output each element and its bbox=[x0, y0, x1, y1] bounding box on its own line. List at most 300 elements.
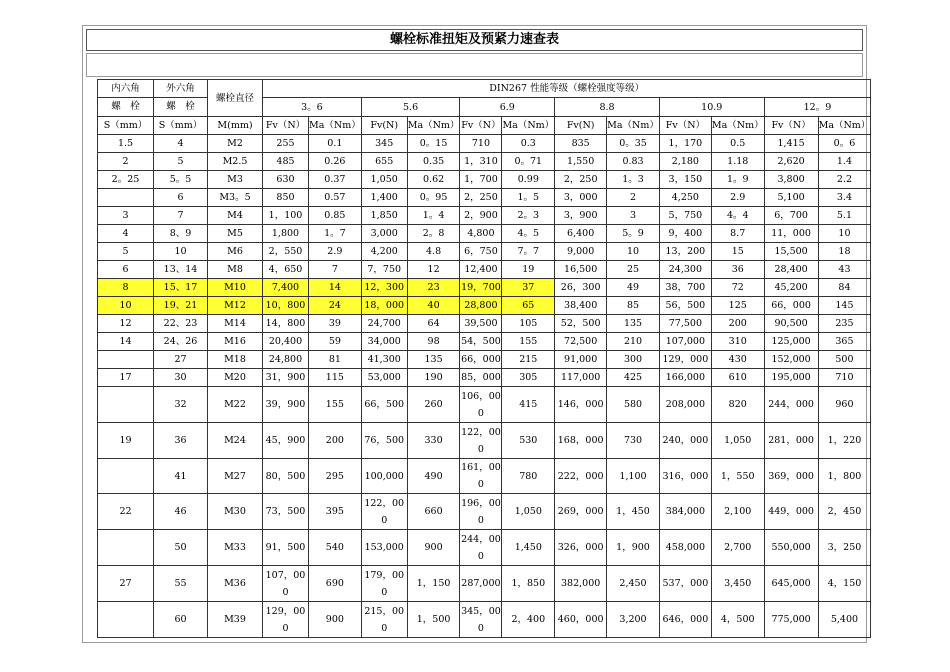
cell-fv-10-9: 646，000 bbox=[659, 602, 711, 638]
cell-fv-6-9: 122，000 bbox=[460, 423, 502, 459]
cell-ma-8-8: 49 bbox=[607, 279, 660, 297]
bolt-torque-table bbox=[97, 79, 871, 638]
cell-inner-hex-s bbox=[98, 351, 154, 369]
cell-ma-8-8: 580 bbox=[607, 387, 660, 423]
cell-ma-12-9: 3，250 bbox=[818, 530, 871, 566]
header-inner-hex-line2: 螺 栓 bbox=[98, 98, 154, 117]
cell-bolt-diameter: M30 bbox=[208, 494, 263, 530]
subheader-fv: Fv(N) bbox=[555, 117, 607, 135]
cell-fv-3-6: 31，900 bbox=[263, 369, 309, 387]
cell-bolt-diameter: M27 bbox=[208, 459, 263, 494]
cell-outer-hex-s: 50 bbox=[154, 530, 208, 566]
cell-ma-10-9: 4。4 bbox=[711, 207, 764, 225]
cell-bolt-diameter: M14 bbox=[208, 315, 263, 333]
cell-fv-3-6: 80，500 bbox=[263, 459, 309, 494]
cell-fv-3-6: 45，900 bbox=[263, 423, 309, 459]
cell-ma-8-8: 1，450 bbox=[607, 494, 660, 530]
table-row bbox=[98, 459, 871, 494]
cell-fv-10-9: 2,180 bbox=[659, 153, 711, 171]
cell-ma-8-8: 85 bbox=[607, 297, 660, 315]
table-row bbox=[98, 207, 871, 225]
cell-ma-5-6: 12 bbox=[407, 261, 460, 279]
table-row bbox=[98, 261, 871, 279]
cell-ma-3-6: 155 bbox=[309, 387, 362, 423]
cell-ma-8-8: 3 bbox=[607, 207, 660, 225]
cell-ma-12-9: 365 bbox=[818, 333, 871, 351]
table-row bbox=[98, 153, 871, 171]
cell-ma-5-6: 40 bbox=[407, 297, 460, 315]
cell-outer-hex-s: 4 bbox=[154, 135, 208, 153]
cell-ma-12-9: 960 bbox=[818, 387, 871, 423]
table-row bbox=[98, 494, 871, 530]
subheader-ma: Ma（Nm） bbox=[407, 117, 460, 135]
cell-ma-10-9: 2,100 bbox=[711, 494, 764, 530]
cell-ma-6-9: 215 bbox=[502, 351, 555, 369]
cell-ma-12-9: 500 bbox=[818, 351, 871, 369]
cell-fv-12-9: 28,400 bbox=[764, 261, 818, 279]
cell-ma-10-9: 4，500 bbox=[711, 602, 764, 638]
cell-ma-6-9: 530 bbox=[502, 423, 555, 459]
cell-inner-hex-s bbox=[98, 459, 154, 494]
cell-fv-3-6: 630 bbox=[263, 171, 309, 189]
cell-inner-hex-s: 17 bbox=[98, 369, 154, 387]
cell-ma-6-9: 305 bbox=[502, 369, 555, 387]
subheader-ma: Ma（Nm） bbox=[711, 117, 764, 135]
cell-fv-12-9: 195,000 bbox=[764, 369, 818, 387]
cell-ma-12-9: 4，150 bbox=[818, 566, 871, 602]
cell-ma-8-8: 2 bbox=[607, 189, 660, 207]
cell-ma-3-6: 115 bbox=[309, 369, 362, 387]
cell-fv-6-9: 287,000 bbox=[460, 566, 502, 602]
cell-fv-10-9: 129，000 bbox=[659, 351, 711, 369]
cell-ma-3-6: 0.85 bbox=[309, 207, 362, 225]
cell-fv-3-6: 73，500 bbox=[263, 494, 309, 530]
grade-header: 5.6 bbox=[361, 98, 460, 117]
cell-ma-8-8: 10 bbox=[607, 243, 660, 261]
cell-outer-hex-s: 27 bbox=[154, 351, 208, 369]
cell-fv-6-9: 85，000 bbox=[460, 369, 502, 387]
cell-outer-hex-s: 13、14 bbox=[154, 261, 208, 279]
cell-fv-5-6: 179，000 bbox=[361, 566, 407, 602]
cell-ma-3-6: 395 bbox=[309, 494, 362, 530]
cell-fv-6-9: 1，700 bbox=[460, 171, 502, 189]
cell-fv-10-9: 24,300 bbox=[659, 261, 711, 279]
cell-fv-12-9: 3,800 bbox=[764, 171, 818, 189]
cell-fv-6-9: 4,800 bbox=[460, 225, 502, 243]
cell-fv-6-9: 2，900 bbox=[460, 207, 502, 225]
cell-ma-6-9: 1，850 bbox=[502, 566, 555, 602]
cell-fv-5-6: 153,000 bbox=[361, 530, 407, 566]
cell-inner-hex-s: 10 bbox=[98, 297, 154, 315]
subheader-ma: Ma（Nm） bbox=[502, 117, 555, 135]
header-outer-hex-unit: S（mm） bbox=[154, 117, 208, 135]
cell-fv-10-9: 77,500 bbox=[659, 315, 711, 333]
cell-fv-3-6: 129，000 bbox=[263, 602, 309, 638]
cell-fv-5-6: 100,000 bbox=[361, 459, 407, 494]
cell-ma-10-9: 1，550 bbox=[711, 459, 764, 494]
cell-outer-hex-s: 36 bbox=[154, 423, 208, 459]
cell-ma-10-9: 1。9 bbox=[711, 171, 764, 189]
cell-ma-6-9: 1,450 bbox=[502, 530, 555, 566]
cell-fv-8-8: 91,000 bbox=[555, 351, 607, 369]
cell-ma-3-6: 0.57 bbox=[309, 189, 362, 207]
cell-bolt-diameter: M3 bbox=[208, 171, 263, 189]
cell-inner-hex-s: 2。25 bbox=[98, 171, 154, 189]
cell-ma-8-8: 425 bbox=[607, 369, 660, 387]
cell-ma-6-9: 37 bbox=[502, 279, 555, 297]
cell-ma-10-9: 1.18 bbox=[711, 153, 764, 171]
cell-ma-10-9: 15 bbox=[711, 243, 764, 261]
cell-ma-10-9: 820 bbox=[711, 387, 764, 423]
cell-inner-hex-s: 6 bbox=[98, 261, 154, 279]
cell-outer-hex-s: 19、21 bbox=[154, 297, 208, 315]
cell-fv-5-6: 76，500 bbox=[361, 423, 407, 459]
grade-header: 8.8 bbox=[555, 98, 660, 117]
cell-fv-5-6: 1,400 bbox=[361, 189, 407, 207]
cell-fv-6-9: 1，310 bbox=[460, 153, 502, 171]
cell-inner-hex-s: 22 bbox=[98, 494, 154, 530]
cell-fv-5-6: 53,000 bbox=[361, 369, 407, 387]
cell-ma-10-9: 610 bbox=[711, 369, 764, 387]
cell-fv-12-9: 45,200 bbox=[764, 279, 818, 297]
cell-outer-hex-s: 22、23 bbox=[154, 315, 208, 333]
cell-ma-3-6: 0.37 bbox=[309, 171, 362, 189]
cell-ma-10-9: 8.7 bbox=[711, 225, 764, 243]
cell-ma-6-9: 1。5 bbox=[502, 189, 555, 207]
table-row bbox=[98, 243, 871, 261]
cell-ma-10-9: 72 bbox=[711, 279, 764, 297]
cell-outer-hex-s: 60 bbox=[154, 602, 208, 638]
cell-ma-5-6: 260 bbox=[407, 387, 460, 423]
cell-ma-5-6: 660 bbox=[407, 494, 460, 530]
cell-fv-12-9: 90,500 bbox=[764, 315, 818, 333]
cell-ma-10-9: 1,050 bbox=[711, 423, 764, 459]
cell-bolt-diameter: M6 bbox=[208, 243, 263, 261]
cell-fv-10-9: 458,000 bbox=[659, 530, 711, 566]
cell-inner-hex-s: 2 bbox=[98, 153, 154, 171]
header-diameter-unit: M(mm) bbox=[208, 117, 263, 135]
cell-fv-8-8: 269，000 bbox=[555, 494, 607, 530]
cell-fv-12-9: 152,000 bbox=[764, 351, 818, 369]
cell-fv-10-9: 166,000 bbox=[659, 369, 711, 387]
table-row bbox=[98, 566, 871, 602]
cell-fv-3-6: 7,400 bbox=[263, 279, 309, 297]
subheader-fv: Fv（N） bbox=[659, 117, 711, 135]
cell-fv-10-9: 38，700 bbox=[659, 279, 711, 297]
cell-fv-6-9: 28,800 bbox=[460, 297, 502, 315]
cell-ma-10-9: 125 bbox=[711, 297, 764, 315]
table-row bbox=[98, 279, 871, 297]
cell-fv-6-9: 106，000 bbox=[460, 387, 502, 423]
cell-ma-5-6: 2。8 bbox=[407, 225, 460, 243]
cell-fv-8-8: 9,000 bbox=[555, 243, 607, 261]
cell-ma-3-6: 295 bbox=[309, 459, 362, 494]
cell-ma-12-9: 235 bbox=[818, 315, 871, 333]
table-row bbox=[98, 333, 871, 351]
cell-fv-12-9: 2,620 bbox=[764, 153, 818, 171]
cell-ma-12-9: 0。6 bbox=[818, 135, 871, 153]
cell-fv-12-9: 449，000 bbox=[764, 494, 818, 530]
cell-inner-hex-s: 14 bbox=[98, 333, 154, 351]
cell-ma-8-8: 0。35 bbox=[607, 135, 660, 153]
cell-ma-5-6: 64 bbox=[407, 315, 460, 333]
cell-bolt-diameter: M33 bbox=[208, 530, 263, 566]
cell-ma-8-8: 1。3 bbox=[607, 171, 660, 189]
cell-fv-8-8: 382,000 bbox=[555, 566, 607, 602]
cell-outer-hex-s: 41 bbox=[154, 459, 208, 494]
table-row bbox=[98, 351, 871, 369]
cell-fv-8-8: 3，000 bbox=[555, 189, 607, 207]
cell-ma-10-9: 2.9 bbox=[711, 189, 764, 207]
cell-ma-3-6: 59 bbox=[309, 333, 362, 351]
grade-header: 6.9 bbox=[460, 98, 555, 117]
cell-fv-6-9: 244，000 bbox=[460, 530, 502, 566]
cell-ma-8-8: 25 bbox=[607, 261, 660, 279]
cell-outer-hex-s: 7 bbox=[154, 207, 208, 225]
cell-fv-5-6: 215，000 bbox=[361, 602, 407, 638]
header-row-3 bbox=[98, 117, 871, 135]
cell-fv-3-6: 10，800 bbox=[263, 297, 309, 315]
cell-inner-hex-s: 8 bbox=[98, 279, 154, 297]
cell-ma-3-6: 690 bbox=[309, 566, 362, 602]
cell-fv-8-8: 38,400 bbox=[555, 297, 607, 315]
cell-fv-3-6: 24,800 bbox=[263, 351, 309, 369]
cell-ma-6-9: 0。71 bbox=[502, 153, 555, 171]
cell-fv-6-9: 39,500 bbox=[460, 315, 502, 333]
subheader-fv: Fv（N） bbox=[764, 117, 818, 135]
cell-fv-8-8: 2，250 bbox=[555, 171, 607, 189]
cell-fv-12-9: 15,500 bbox=[764, 243, 818, 261]
cell-bolt-diameter: M5 bbox=[208, 225, 263, 243]
header-row-1 bbox=[98, 80, 871, 98]
header-bolt-diameter: 螺栓直径 bbox=[208, 80, 263, 117]
cell-fv-5-6: 34,000 bbox=[361, 333, 407, 351]
cell-fv-8-8: 326，000 bbox=[555, 530, 607, 566]
cell-ma-12-9: 84 bbox=[818, 279, 871, 297]
cell-ma-3-6: 81 bbox=[309, 351, 362, 369]
cell-ma-5-6: 0.62 bbox=[407, 171, 460, 189]
subheader-fv: Fv（N） bbox=[460, 117, 502, 135]
cell-ma-5-6: 98 bbox=[407, 333, 460, 351]
cell-fv-12-9: 775,000 bbox=[764, 602, 818, 638]
cell-fv-10-9: 384,000 bbox=[659, 494, 711, 530]
table-row bbox=[98, 171, 871, 189]
cell-ma-12-9: 5,400 bbox=[818, 602, 871, 638]
cell-ma-3-6: 24 bbox=[309, 297, 362, 315]
cell-inner-hex-s: 1.5 bbox=[98, 135, 154, 153]
cell-fv-5-6: 345 bbox=[361, 135, 407, 153]
cell-fv-10-9: 5，750 bbox=[659, 207, 711, 225]
cell-fv-8-8: 6,400 bbox=[555, 225, 607, 243]
cell-ma-6-9: 2，400 bbox=[502, 602, 555, 638]
cell-ma-10-9: 36 bbox=[711, 261, 764, 279]
cell-ma-5-6: 190 bbox=[407, 369, 460, 387]
cell-outer-hex-s: 5。5 bbox=[154, 171, 208, 189]
cell-bolt-diameter: M20 bbox=[208, 369, 263, 387]
cell-fv-12-9: 369，000 bbox=[764, 459, 818, 494]
cell-outer-hex-s: 55 bbox=[154, 566, 208, 602]
cell-ma-10-9: 2,700 bbox=[711, 530, 764, 566]
cell-fv-3-6: 20,400 bbox=[263, 333, 309, 351]
cell-fv-5-6: 1,850 bbox=[361, 207, 407, 225]
cell-ma-10-9: 0.5 bbox=[711, 135, 764, 153]
cell-fv-5-6: 4,200 bbox=[361, 243, 407, 261]
cell-bolt-diameter: M36 bbox=[208, 566, 263, 602]
cell-ma-5-6: 1。4 bbox=[407, 207, 460, 225]
cell-fv-6-9: 19，700 bbox=[460, 279, 502, 297]
cell-outer-hex-s: 15、17 bbox=[154, 279, 208, 297]
cell-fv-3-6: 91，500 bbox=[263, 530, 309, 566]
cell-ma-8-8: 0.83 bbox=[607, 153, 660, 171]
table-row bbox=[98, 387, 871, 423]
cell-inner-hex-s: 4 bbox=[98, 225, 154, 243]
cell-ma-12-9: 1，800 bbox=[818, 459, 871, 494]
cell-ma-12-9: 43 bbox=[818, 261, 871, 279]
cell-outer-hex-s: 6 bbox=[154, 189, 208, 207]
cell-ma-6-9: 2。3 bbox=[502, 207, 555, 225]
cell-fv-3-6: 1，100 bbox=[263, 207, 309, 225]
cell-outer-hex-s: 5 bbox=[154, 153, 208, 171]
cell-ma-3-6: 2.9 bbox=[309, 243, 362, 261]
cell-fv-5-6: 24,700 bbox=[361, 315, 407, 333]
cell-inner-hex-s: 12 bbox=[98, 315, 154, 333]
cell-ma-8-8: 1,100 bbox=[607, 459, 660, 494]
cell-ma-6-9: 105 bbox=[502, 315, 555, 333]
cell-fv-10-9: 1，170 bbox=[659, 135, 711, 153]
cell-ma-3-6: 540 bbox=[309, 530, 362, 566]
cell-fv-8-8: 16,500 bbox=[555, 261, 607, 279]
cell-ma-8-8: 210 bbox=[607, 333, 660, 351]
table-container bbox=[97, 79, 871, 638]
cell-bolt-diameter: M10 bbox=[208, 279, 263, 297]
cell-ma-5-6: 0。15 bbox=[407, 135, 460, 153]
cell-ma-8-8: 5。9 bbox=[607, 225, 660, 243]
cell-fv-8-8: 168，000 bbox=[555, 423, 607, 459]
cell-fv-3-6: 1,800 bbox=[263, 225, 309, 243]
grade-header: 12。9 bbox=[764, 98, 871, 117]
cell-fv-3-6: 39，900 bbox=[263, 387, 309, 423]
cell-fv-10-9: 13，200 bbox=[659, 243, 711, 261]
table-row bbox=[98, 602, 871, 638]
subheader-ma: Ma（Nm） bbox=[818, 117, 871, 135]
cell-fv-8-8: 222，000 bbox=[555, 459, 607, 494]
cell-fv-10-9: 208,000 bbox=[659, 387, 711, 423]
grade-header: 3。6 bbox=[263, 98, 362, 117]
cell-fv-3-6: 850 bbox=[263, 189, 309, 207]
cell-ma-3-6: 900 bbox=[309, 602, 362, 638]
table-row bbox=[98, 369, 871, 387]
cell-ma-5-6: 0。95 bbox=[407, 189, 460, 207]
cell-fv-6-9: 196，000 bbox=[460, 494, 502, 530]
grade-header: 10.9 bbox=[659, 98, 764, 117]
cell-outer-hex-s: 32 bbox=[154, 387, 208, 423]
cell-fv-12-9: 66，000 bbox=[764, 297, 818, 315]
cell-bolt-diameter: M2.5 bbox=[208, 153, 263, 171]
cell-fv-6-9: 710 bbox=[460, 135, 502, 153]
table-row bbox=[98, 297, 871, 315]
cell-fv-6-9: 6，750 bbox=[460, 243, 502, 261]
cell-fv-12-9: 645,000 bbox=[764, 566, 818, 602]
cell-ma-12-9: 2.2 bbox=[818, 171, 871, 189]
header-inner-hex-unit: S（mm） bbox=[98, 117, 154, 135]
header-outer-hex-line2: 螺 栓 bbox=[154, 98, 208, 117]
cell-fv-10-9: 316，000 bbox=[659, 459, 711, 494]
cell-ma-3-6: 7 bbox=[309, 261, 362, 279]
cell-ma-6-9: 19 bbox=[502, 261, 555, 279]
cell-ma-6-9: 415 bbox=[502, 387, 555, 423]
cell-fv-5-6: 1,050 bbox=[361, 171, 407, 189]
cell-ma-8-8: 135 bbox=[607, 315, 660, 333]
cell-inner-hex-s: 19 bbox=[98, 423, 154, 459]
cell-fv-5-6: 66，500 bbox=[361, 387, 407, 423]
cell-inner-hex-s: 3 bbox=[98, 207, 154, 225]
cell-fv-5-6: 655 bbox=[361, 153, 407, 171]
cell-inner-hex-s bbox=[98, 530, 154, 566]
cell-ma-12-9: 710 bbox=[818, 369, 871, 387]
cell-fv-8-8: 3，900 bbox=[555, 207, 607, 225]
cell-ma-5-6: 135 bbox=[407, 351, 460, 369]
cell-ma-5-6: 23 bbox=[407, 279, 460, 297]
cell-fv-6-9: 66，000 bbox=[460, 351, 502, 369]
cell-ma-12-9: 145 bbox=[818, 297, 871, 315]
header-grade-group: DIN267 性能等级（螺栓强度等级） bbox=[263, 80, 871, 98]
cell-fv-3-6: 485 bbox=[263, 153, 309, 171]
cell-fv-10-9: 56，500 bbox=[659, 297, 711, 315]
cell-fv-6-9: 54，500 bbox=[460, 333, 502, 351]
table-row bbox=[98, 423, 871, 459]
cell-ma-12-9: 10 bbox=[818, 225, 871, 243]
cell-outer-hex-s: 30 bbox=[154, 369, 208, 387]
cell-ma-5-6: 490 bbox=[407, 459, 460, 494]
cell-fv-8-8: 52，500 bbox=[555, 315, 607, 333]
cell-ma-5-6: 1，500 bbox=[407, 602, 460, 638]
table-row bbox=[98, 189, 871, 207]
cell-fv-6-9: 345，000 bbox=[460, 602, 502, 638]
cell-ma-10-9: 200 bbox=[711, 315, 764, 333]
cell-fv-5-6: 12，300 bbox=[361, 279, 407, 297]
cell-outer-hex-s: 8、9 bbox=[154, 225, 208, 243]
cell-fv-12-9: 550,000 bbox=[764, 530, 818, 566]
cell-fv-12-9: 125,000 bbox=[764, 333, 818, 351]
cell-fv-12-9: 1,415 bbox=[764, 135, 818, 153]
cell-fv-8-8: 117,000 bbox=[555, 369, 607, 387]
cell-ma-6-9: 0.3 bbox=[502, 135, 555, 153]
cell-ma-6-9: 0.99 bbox=[502, 171, 555, 189]
cell-bolt-diameter: M8 bbox=[208, 261, 263, 279]
cell-ma-6-9: 4。5 bbox=[502, 225, 555, 243]
cell-inner-hex-s bbox=[98, 189, 154, 207]
cell-ma-6-9: 1,050 bbox=[502, 494, 555, 530]
cell-fv-5-6: 41,300 bbox=[361, 351, 407, 369]
cell-bolt-diameter: M3。5 bbox=[208, 189, 263, 207]
cell-ma-10-9: 430 bbox=[711, 351, 764, 369]
table-row bbox=[98, 315, 871, 333]
cell-fv-12-9: 5,100 bbox=[764, 189, 818, 207]
cell-fv-8-8: 1,550 bbox=[555, 153, 607, 171]
cell-fv-10-9: 240，000 bbox=[659, 423, 711, 459]
cell-ma-8-8: 2,450 bbox=[607, 566, 660, 602]
cell-fv-3-6: 4，650 bbox=[263, 261, 309, 279]
cell-ma-6-9: 155 bbox=[502, 333, 555, 351]
cell-bolt-diameter: M24 bbox=[208, 423, 263, 459]
cell-ma-12-9: 2，450 bbox=[818, 494, 871, 530]
table-row bbox=[98, 225, 871, 243]
subheader-fv: Fv(N) bbox=[361, 117, 407, 135]
cell-fv-8-8: 146，000 bbox=[555, 387, 607, 423]
cell-bolt-diameter: M12 bbox=[208, 297, 263, 315]
cell-ma-12-9: 1.4 bbox=[818, 153, 871, 171]
cell-fv-10-9: 9，400 bbox=[659, 225, 711, 243]
